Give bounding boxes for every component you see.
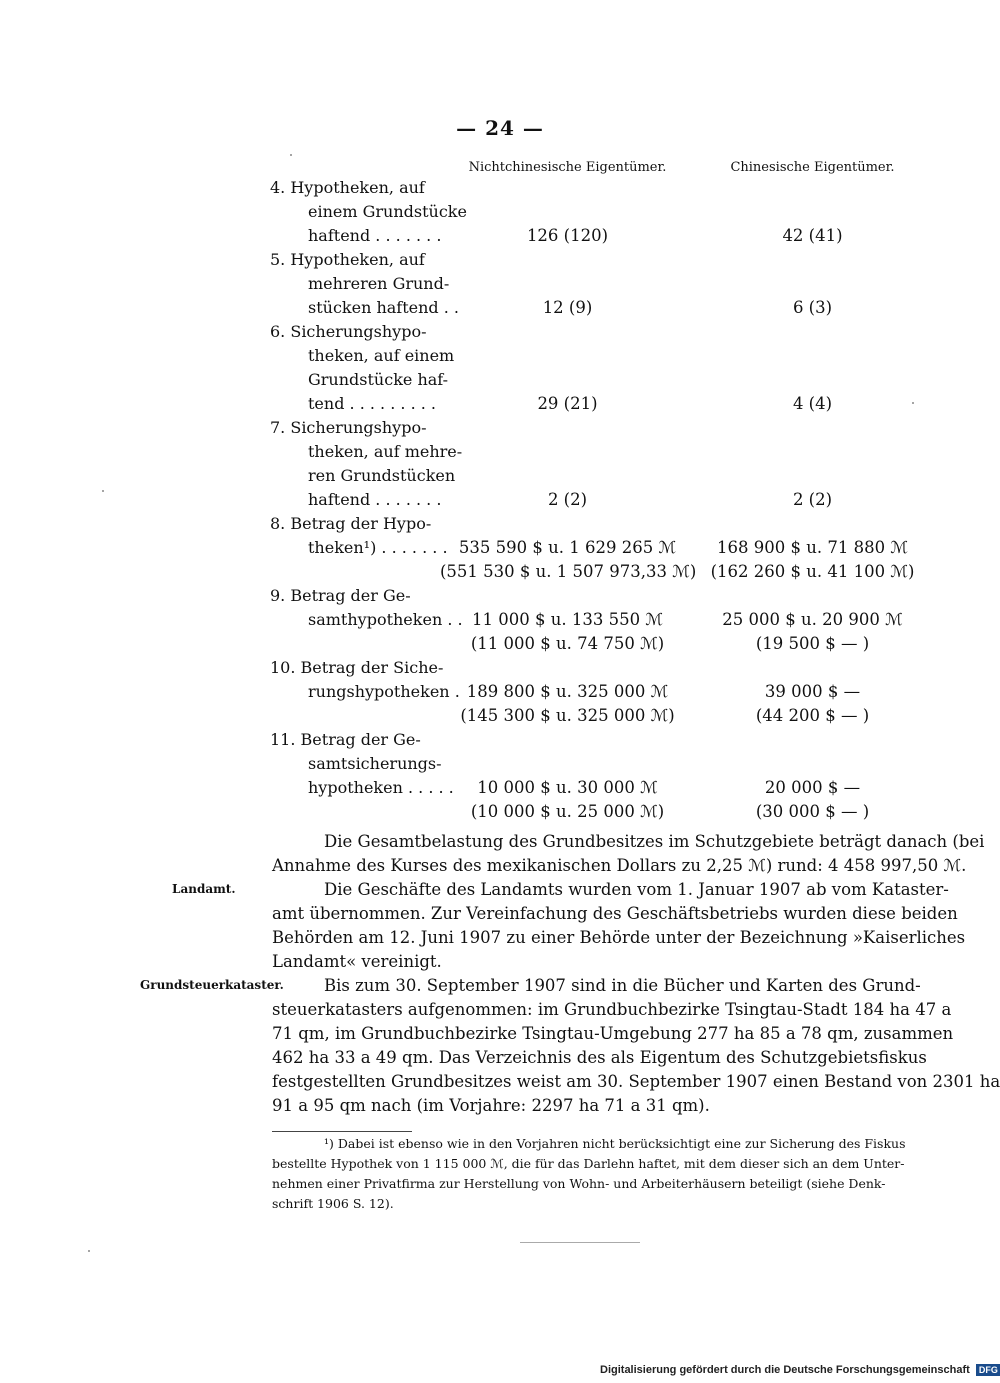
chinese-value: 20 000 $ — xyxy=(764,778,861,797)
non-chinese-prior-value: (551 530 $ u. 1 507 973,33 ℳ) xyxy=(440,562,697,581)
text-line: steuerkatasters aufgenommen: im Grundbuchbezirke Tsingtau-Stadt 184 ha 47 a xyxy=(272,1000,952,1019)
text-line: amt übernommen. Zur Vereinfachung des Geschäftsbetriebs wurden diese beiden xyxy=(272,904,958,923)
scan-speck xyxy=(102,490,104,492)
non-chinese-value: 189 800 $ u. 325 000 ℳ xyxy=(466,682,669,701)
non-chinese-prior-value: (145 300 $ u. 325 000 ℳ) xyxy=(460,706,675,725)
scan-speck xyxy=(290,154,292,156)
row-label-line: ren Grundstücken xyxy=(308,466,456,485)
footnote-line: bestellte Hypothek von 1 115 000 ℳ, die für das Darlehn haftet, mit dem dieser sich an dem Unter- xyxy=(272,1156,905,1171)
chinese-prior-value: (30 000 $ — ) xyxy=(755,802,870,821)
text-line: 71 qm, im Grundbuchbezirke Tsingtau-Umgebung 277 ha 85 a 78 qm, zusammen xyxy=(272,1024,954,1043)
row-label-line: samtsicherungs- xyxy=(308,754,442,773)
scan-speck xyxy=(88,1250,90,1252)
footnote-line: schrift 1906 S. 12). xyxy=(272,1196,394,1211)
chinese-prior-value: (19 500 $ — ) xyxy=(755,634,870,653)
dfg-credit xyxy=(600,1364,1000,1376)
row-label-line: 7. Sicherungshypo- xyxy=(270,418,427,437)
paragraph-gesamtbelastung xyxy=(272,830,985,878)
end-rule xyxy=(520,1242,640,1243)
row-label-line: einem Grundstücke xyxy=(308,202,467,221)
row-label-line: stücken haftend . . xyxy=(308,298,460,317)
paragraph-grundsteuerkataster xyxy=(272,974,1000,1118)
chinese-value: 42 (41) xyxy=(782,226,843,245)
row-label-line: mehreren Grund- xyxy=(308,274,450,293)
row-label-line: 10. Betrag der Siche- xyxy=(270,658,444,677)
non-chinese-value: 2 (2) xyxy=(547,490,588,509)
chinese-value: 39 000 $ — xyxy=(764,682,861,701)
row-label-line: theken¹) . . . . . . . xyxy=(308,538,448,557)
chinese-value: 25 000 $ u. 20 900 ℳ xyxy=(722,610,903,629)
column-header-chinese: Chinesische Eigentümer. xyxy=(730,160,895,175)
dfg-logo: DFG xyxy=(976,1364,1000,1376)
row-label-line: 4. Hypotheken, auf xyxy=(270,178,425,197)
non-chinese-value: 11 000 $ u. 133 550 ℳ xyxy=(472,610,663,629)
row-label-line: 6. Sicherungshypo- xyxy=(270,322,427,341)
text-line: Die Geschäfte des Landamts wurden vom 1. Januar 1907 ab vom Kataster- xyxy=(324,880,949,899)
text-line: Behörden am 12. Juni 1907 zu einer Behörde unter der Bezeichnung »Kaiserliches xyxy=(272,928,966,947)
margin-note-landamt: Landamt. xyxy=(172,882,236,896)
footnote-line: nehmen einer Privatfirma zur Herstellung von Wohn- und Arbeiterhäusern beteiligt (siehe Denk- xyxy=(272,1176,886,1191)
footnote-rule xyxy=(272,1131,412,1132)
chinese-value: 168 900 $ u. 71 880 ℳ xyxy=(717,538,908,557)
chinese-value: 4 (4) xyxy=(792,394,833,413)
chinese-prior-value: (44 200 $ — ) xyxy=(755,706,870,725)
row-label-line: 8. Betrag der Hypo- xyxy=(270,514,432,533)
non-chinese-value: 535 590 $ u. 1 629 265 ℳ xyxy=(458,538,677,557)
non-chinese-value: 12 (9) xyxy=(542,298,593,317)
margin-note-grundsteuerkataster: Grundsteuerkataster. xyxy=(140,978,284,992)
row-label-line: theken, auf einem xyxy=(308,346,455,365)
row-label-line: haftend . . . . . . . xyxy=(308,490,442,509)
row-label-line: tend . . . . . . . . . xyxy=(308,394,436,413)
non-chinese-value: 126 (120) xyxy=(526,226,609,245)
non-chinese-value: 29 (21) xyxy=(537,394,598,413)
row-label-line: 9. Betrag der Ge- xyxy=(270,586,411,605)
row-label-line: rungshypotheken . xyxy=(308,682,460,701)
row-label-line: 5. Hypotheken, auf xyxy=(270,250,425,269)
chinese-prior-value: (162 260 $ u. 41 100 ℳ) xyxy=(710,562,915,581)
text-line: festgestellten Grundbesitzes weist am 30. September 1907 einen Bestand von 2301 ha xyxy=(272,1072,1000,1091)
chinese-value: 6 (3) xyxy=(792,298,833,317)
footnote-line: ¹) Dabei ist ebenso wie in den Vorjahren nicht berücksichtigt eine zur Sicherung des Fiskus xyxy=(324,1136,906,1151)
row-label-line: Grundstücke haf- xyxy=(308,370,449,389)
column-header-non-chinese: Nichtchinesische Eigentümer. xyxy=(468,160,667,175)
text-line: Landamt« vereinigt. xyxy=(272,952,442,971)
row-label-line: haftend . . . . . . . xyxy=(308,226,442,245)
text-line: 91 a 95 qm nach (im Vorjahre: 2297 ha 71 a 31 qm). xyxy=(272,1096,710,1115)
row-label-line: theken, auf mehre- xyxy=(308,442,463,461)
scan-speck xyxy=(912,402,914,404)
page-number: — 24 — xyxy=(456,116,544,140)
chinese-value: 2 (2) xyxy=(792,490,833,509)
text-line: 462 ha 33 a 49 qm. Das Verzeichnis des als Eigentum des Schutzgebietsfiskus xyxy=(272,1048,927,1067)
text-line: Die Gesamtbelastung des Grundbesitzes im Schutzgebiete beträgt danach (bei xyxy=(324,832,985,851)
row-label-line: samthypotheken . . xyxy=(308,610,463,629)
row-label-line: hypotheken . . . . . xyxy=(308,778,454,797)
footnote xyxy=(272,1134,914,1214)
dfg-credit-text: Digitalisierung gefördert durch die Deutsche Forschungsgemeinschaft xyxy=(600,1364,970,1376)
non-chinese-value: 10 000 $ u. 30 000 ℳ xyxy=(477,778,658,797)
paragraph-landamt xyxy=(272,878,966,974)
text-line: Annahme des Kurses des mexikanischen Dollars zu 2,25 ℳ) rund: 4 458 997,50 ℳ. xyxy=(272,856,967,875)
non-chinese-prior-value: (11 000 $ u. 74 750 ℳ) xyxy=(470,634,665,653)
non-chinese-prior-value: (10 000 $ u. 25 000 ℳ) xyxy=(470,802,665,821)
row-label-line: 11. Betrag der Ge- xyxy=(270,730,421,749)
text-line: Bis zum 30. September 1907 sind in die Bücher und Karten des Grund- xyxy=(324,976,921,995)
